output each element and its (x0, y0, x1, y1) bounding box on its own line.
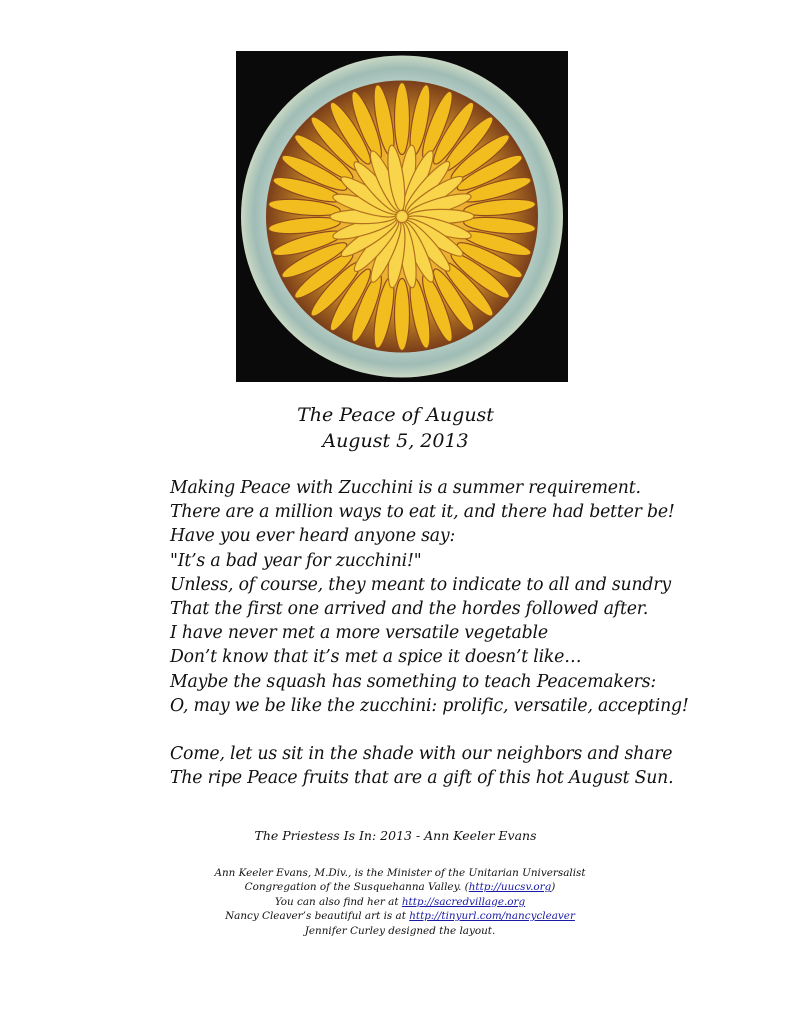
stanza-2 (170, 742, 770, 790)
poem-line: Don’t know that it’s met a spice it doesn’t like… (170, 647, 582, 668)
poem-date: August 5, 2013 (322, 430, 469, 452)
congregation-text: Congregation of the Susquehanna Valley. ( (244, 881, 469, 894)
poem-title: The Peace of August (297, 404, 494, 426)
layout-line: Jennifer Curley designed the layout. (304, 924, 496, 937)
poem-line: The ripe Peace fruits that are a gift of this hot August Sun. (170, 768, 674, 789)
poem-line: There are a million ways to eat it, and there had better be! (170, 502, 675, 523)
mandala-petal (395, 83, 410, 155)
website-line (190, 895, 610, 909)
congregation-line (190, 880, 610, 894)
poem-line: Have you ever heard anyone say: (170, 526, 456, 547)
sacredvillage-link[interactable]: http://sacredvillage.org (401, 895, 526, 908)
poem-line: Maybe the squash has something to teach Peacemakers: (170, 671, 657, 692)
poem-line: Making Peace with Zucchini is a summer requirement. (170, 478, 641, 498)
poem-line: "It’s a bad year for zucchini!" (170, 550, 422, 571)
minister-line: Ann Keeler Evans, M.Div., is the Minister of the Unitarian Universalist (214, 867, 586, 879)
poem-body (170, 476, 770, 790)
art-line (190, 909, 610, 923)
title-block (0, 402, 791, 454)
mandala-petal (395, 279, 410, 351)
artwork-image (236, 51, 568, 382)
author-credit: The Priestess Is In: 2013 - Ann Keeler Evans (254, 828, 537, 843)
congregation-close: ) (551, 881, 556, 894)
poem-line: I have never met a more versatile vegetable (170, 623, 548, 644)
nancycleaver-link[interactable]: http://tinyurl.com/nancycleaver (409, 910, 575, 923)
stanza-1 (170, 476, 770, 718)
poem-line: O, may we be like the zucchini: prolific, versatile, accepting! (170, 695, 689, 716)
stanza-divider (170, 718, 770, 742)
poem-line: Come, let us sit in the shade with our neighbors and share (170, 744, 673, 765)
website-text: You can also find her at (274, 895, 402, 908)
uucsv-link[interactable]: http://uucsv.org (468, 881, 552, 894)
mandala-center (398, 213, 406, 221)
footer-notes (190, 866, 610, 938)
poem-line: Unless, of course, they meant to indicate to all and sundry (170, 574, 671, 595)
poem-line: That the first one arrived and the hordes followed after. (170, 599, 649, 620)
sunflower-mandala-icon (236, 51, 568, 382)
art-text: Nancy Cleaver’s beautiful art is at (225, 910, 410, 923)
